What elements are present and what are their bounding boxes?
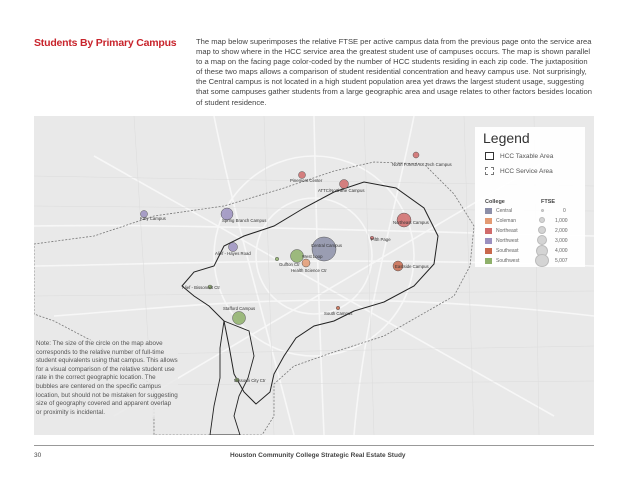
campus-south[interactable]	[336, 306, 340, 310]
college-swatch	[485, 218, 492, 224]
legend-ftse-header: FTSE	[541, 199, 556, 205]
ftse-bubble	[541, 209, 544, 212]
campus-gulfton[interactable]	[275, 257, 279, 261]
college-swatch	[485, 208, 492, 214]
college-name: Coleman	[496, 218, 517, 224]
page-number: 30	[34, 452, 42, 459]
campus-label: West Loop	[302, 254, 323, 259]
legend-college-item	[485, 208, 512, 214]
legend-taxable-item	[485, 152, 553, 160]
ftse-value: 1,000	[555, 218, 568, 224]
ftse-value: 0	[563, 208, 566, 214]
college-swatch	[485, 258, 492, 264]
campus-label: Gulfton Ctr	[279, 262, 300, 267]
map-note: Note: The size of the circle on the map above corresponds to the relative number of full-time student equivalents using that campus. This allows for a visual comparison of the relative student use rate in the correct geographic location. The bubbles are centered on the specific campus location, but should not be mistaken for suggesting size of geography covered and apparent overlap or proximity is incidental.	[36, 340, 178, 416]
map-legend	[475, 127, 585, 267]
ftse-value: 2,000	[555, 228, 568, 234]
page-title: Students By Primary Campus	[34, 37, 177, 49]
campus-label: Pinemont Center	[290, 178, 323, 183]
college-name: Northwest	[496, 238, 519, 244]
college-swatch	[485, 238, 492, 244]
legend-college-item	[485, 258, 519, 264]
campus-label: ATTC/Northline Campus	[318, 188, 365, 193]
campus-label: Katy Campus	[140, 216, 166, 221]
campus-north-forest[interactable]	[413, 152, 419, 158]
college-name: Central	[496, 208, 513, 214]
legend-service-item	[485, 167, 553, 175]
college-swatch	[485, 228, 492, 234]
campus-label: Alief - Bissonnet Ctr	[182, 285, 220, 290]
ftse-value: 5,007	[555, 258, 568, 264]
college-swatch	[485, 248, 492, 254]
campus-label: Health Science Ctr	[291, 268, 327, 273]
campus-labels	[140, 162, 452, 383]
legend-college-item	[485, 218, 516, 224]
legend-college-item	[485, 248, 519, 254]
ftse-value: 4,000	[555, 248, 568, 254]
campus-health-science[interactable]	[302, 259, 310, 267]
legend-college-header: College	[485, 199, 505, 205]
campus-label: Spring Branch Campus	[222, 218, 267, 223]
campus-label: Fifth Page	[371, 237, 391, 242]
campus-label: Missouri City Ctr	[234, 378, 266, 383]
campus-label: Eastside Campus	[395, 264, 429, 269]
college-name: Southeast	[496, 248, 519, 254]
ftse-bubble	[538, 226, 546, 234]
intro-paragraph: The map below superimposes the relative FTSE per active campus data from the previous page onto the service area map to show where in the HCC service area the greatest student use of campuses occurs. The map is shown parallel to a map on the facing page color-coded by the number of HCC students residing in each zip code. The juxtaposition of these two maps allows a comparison of student residential concentration and heavy campus use. Not surprisingly, the Central campus is not located in a high student population area yet draws the largest student usage, suggesting that some campuses gather students from a large geographic area and usage relates to other factors besides location of student residence.	[196, 37, 592, 107]
legend-college-item	[485, 238, 519, 244]
ftse-value: 3,000	[555, 238, 568, 244]
service-area-swatch	[485, 167, 494, 175]
footer-divider	[34, 445, 594, 446]
college-name: Northeast	[496, 228, 518, 234]
campus-stafford[interactable]	[233, 312, 246, 325]
college-name: Southwest	[496, 258, 520, 264]
campus-label: Northeast Campus	[393, 220, 429, 225]
ftse-bubble	[535, 254, 549, 267]
campus-bubbles	[141, 152, 420, 382]
campus-label: South Campus	[324, 311, 353, 316]
campus-label: Stafford Campus	[223, 306, 256, 311]
taxable-area-swatch	[485, 152, 494, 160]
campus-label: Alief - Hayes Road	[215, 251, 251, 256]
campus-label: Central Campus	[311, 243, 343, 248]
legend-taxable-label: HCC Taxable Area	[500, 152, 554, 160]
ftse-bubble	[539, 217, 545, 223]
legend-college-item	[485, 228, 518, 234]
ftse-bubble	[537, 235, 547, 245]
service-area-map[interactable]	[34, 116, 594, 435]
campus-label: North Forest/Acc Tech Campus	[392, 162, 452, 167]
legend-title: Legend	[483, 130, 530, 146]
legend-service-label: HCC Service Area	[500, 167, 553, 175]
footer-title: Houston Community College Strategic Real Estate Study	[230, 452, 406, 459]
